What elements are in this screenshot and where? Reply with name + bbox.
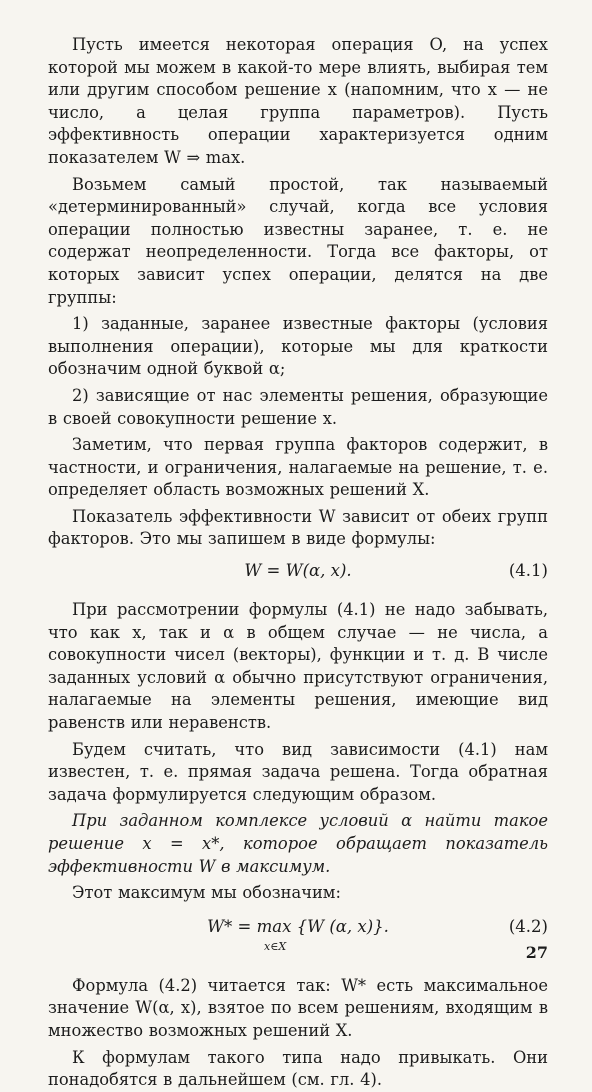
paragraph: При рассмотрении формулы (4.1) не надо забывать, что как x, так и α в общем случае — не числа, а совокупности чисел (векторы), функции и т. д. В числе заданных условий α обычно присутствуют ограничения, налагаемые на элементы решения, имеющие вид равенств или неравенств. <box>48 600 548 733</box>
paragraph: Будем считать, что вид зависимости (4.1) нам известен, т. е. прямая задача решена. Тогда обратная задача формулируется следующим образом. <box>48 739 548 804</box>
text-column <box>48 34 548 1092</box>
formula-expression: W* = max {W (α, x)}. <box>207 916 389 936</box>
formula-number: (4.1) <box>508 561 548 581</box>
formula-expression: W = W(α, x). <box>244 561 352 581</box>
paragraph: Возьмем самый простой, так называемый «детерминированный» случай, когда все условия операции полностью известны заранее, т. е. не содержат неопределенности. Тогда все факторы, от которых зависит успех операции, делятся на две группы: <box>48 174 548 307</box>
paragraph: Этот максимум мы обозначим: <box>72 883 341 903</box>
paragraph: Формула (4.2) читается так: W* есть максимальное значение W(α, x), взятое по всем решениям, входящим в множество возможных решений X. <box>48 975 548 1040</box>
paragraph: Заметим, что первая группа факторов содержит, в частности, и ограничения, налагаемые на решение, т. е. определяет область возможных решений X. <box>48 435 548 500</box>
formula-subscript: x∈X <box>264 939 287 953</box>
paragraph: Показатель эффективности W зависит от обеих групп факторов. Это мы запишем в виде формулы: <box>48 506 548 549</box>
paragraph: К формулам такого типа надо привыкать. Они понадобятся в дальнейшем (см. гл. 4). <box>48 1047 548 1090</box>
paragraph: Пусть имеется некоторая операция O, на успех которой мы можем в какой-то мере влиять, выбирая тем или другим способом решение x (напомним, что x — не число, а целая группа параметров). Пусть эффективность операции характеризуется одним показателем W ⇒ max. <box>48 35 548 167</box>
italic-statement: При заданном комплексе условий α найти такое решение x = x*, которое обращает показатель эффективности W в максимум. <box>48 811 548 876</box>
formula-4-2 <box>48 905 548 969</box>
paragraph: 2) зависящие от нас элементы решения, образующие в своей совокупности решение x. <box>48 385 548 428</box>
formula-4-1 <box>48 551 548 593</box>
paragraph: 1) заданные, заранее известные факторы (условия выполнения операции), которые мы для краткости обозначим одной буквой α; <box>48 314 548 379</box>
page-number: 27 <box>525 943 548 962</box>
formula-number: (4.2) <box>508 916 548 936</box>
